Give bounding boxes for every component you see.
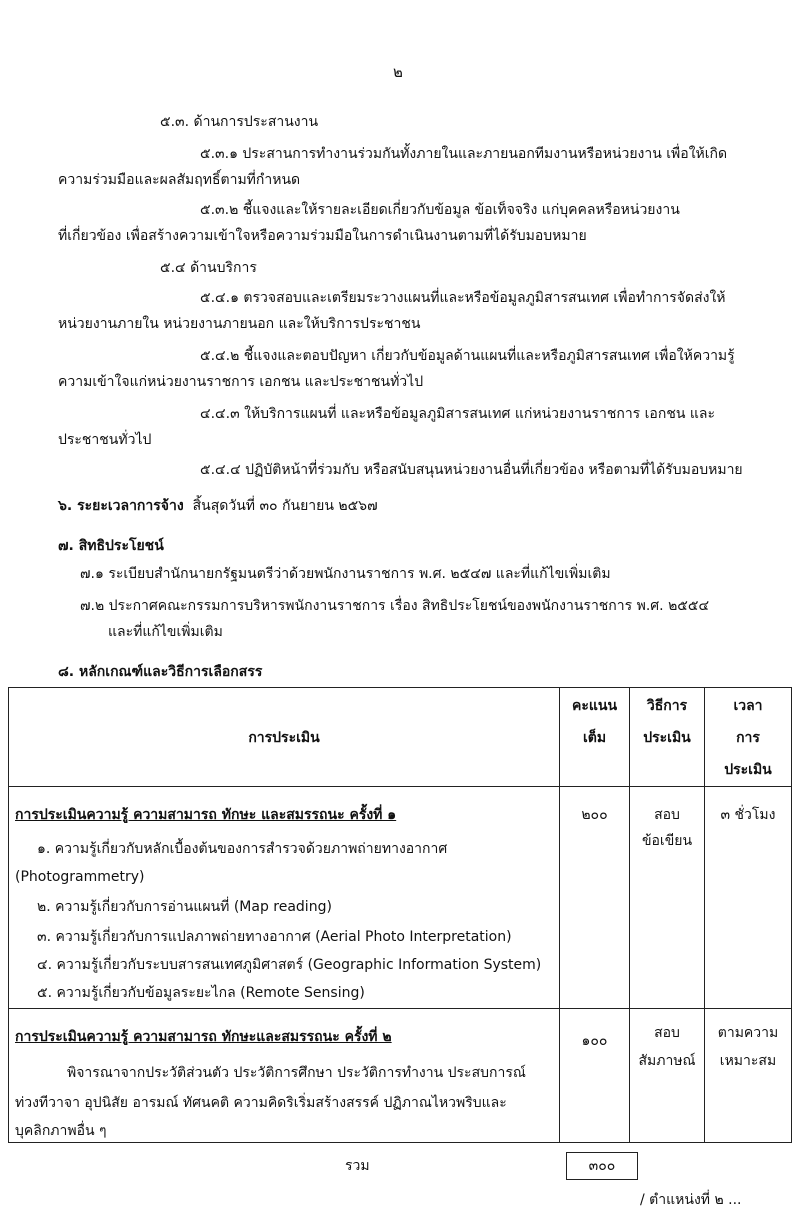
section-6-title: ๖. ระยะเวลาการจ้าง	[58, 498, 184, 514]
page-number: ๒	[393, 63, 403, 81]
header-time: เวลา การ ประเมิน	[705, 688, 792, 787]
row1-item-1-cont: (Photogrammetry)	[15, 869, 145, 885]
table-row	[9, 787, 792, 1009]
row2-title: การประเมินความรู้ ความสามารถ ทักษะและสมรรถนะ ครั้งที่ ๒	[15, 1029, 392, 1045]
row1-time: ๓ ชั่วโมง	[705, 787, 792, 1009]
section-5-4-3-line1: ๔.๔.๓ ให้บริการแผนที่ และหรือข้อมูลภูมิสารสนเทศ แก่หน่วยงานราชการ เอกชน และ	[200, 406, 715, 422]
row2-time: ตามความ เหมาะสม	[705, 1009, 792, 1143]
section-5-4-3-line2: ประชาชนทั่วไป	[58, 432, 152, 448]
row2-desc-1: พิจารณาจากประวัติส่วนตัว ประวัติการศึกษา ประวัติการทำงาน ประสบการณ์	[67, 1065, 526, 1081]
section-5-3-1-line1: ๕.๓.๑ ประสานการทำงานร่วมกันทั้งภายในและภายนอกทีมงานหรือหน่วยงาน เพื่อให้เกิด	[200, 146, 728, 162]
header-method: วิธีการ ประเมิน	[630, 688, 705, 787]
row2-assessment	[9, 1009, 560, 1143]
section-7-1: ๗.๑ ระเบียบสำนักนายกรัฐมนตรีว่าด้วยพนักงานราชการ พ.ศ. ๒๕๔๗ และที่แก้ไขเพิ่มเติม	[80, 566, 611, 582]
total-value: ๓๐๐	[566, 1152, 638, 1180]
section-7-2-line1: ๗.๒ ประกาศคณะกรรมการบริหารพนักงานราชการ เรื่อง สิทธิประโยชน์ของพนักงานราชการ พ.ศ. ๒๕๕๔	[80, 598, 710, 614]
section-5-3-heading: ๕.๓. ด้านการประสานงาน	[160, 114, 319, 130]
table-row	[9, 1009, 792, 1143]
section-8-title: ๘. หลักเกณฑ์และวิธีการเลือกสรร	[58, 664, 263, 680]
row1-score: ๒๐๐	[560, 787, 630, 1009]
section-5-4-2-line2: ความเข้าใจแก่หน่วยงานราชการ เอกชน และประชาชนทั่วไป	[58, 374, 424, 390]
row2-desc-3: บุคลิกภาพอื่น ๆ	[15, 1123, 107, 1139]
section-5-4-heading: ๕.๔ ด้านบริการ	[160, 260, 257, 276]
section-5-4-1-line1: ๕.๔.๑ ตรวจสอบและเตรียมระวางแผนที่และหรือข้อมูลภูมิสารสนเทศ เพื่อทำการจัดส่งให้	[200, 290, 726, 306]
section-5-4-1-line2: หน่วยงานภายใน หน่วยงานภายนอก และให้บริการประชาชน	[58, 316, 421, 332]
row2-desc-2: ท่วงทีวาจา อุปนิสัย อารมณ์ ทัศนคติ ความคิดริเริ่มสร้างสรรค์ ปฏิภาณไหวพริบและ	[15, 1095, 507, 1111]
row1-assessment	[9, 787, 560, 1009]
header-assessment: การประเมิน	[9, 688, 560, 787]
section-6	[58, 496, 378, 516]
section-5-3-2-line2: ที่เกี่ยวข้อง เพื่อสร้างความเข้าใจหรือความร่วมมือในการดำเนินงานตามที่ได้รับมอบหมาย	[58, 228, 587, 244]
section-7-title: ๗. สิทธิประโยชน์	[58, 538, 164, 554]
row1-item-5: ๕. ความรู้เกี่ยวกับข้อมูลระยะไกล (Remote Sensing)	[37, 985, 365, 1001]
row1-title: การประเมินความรู้ ความสามารถ ทักษะ และสมรรถนะ ครั้งที่ ๑	[15, 807, 397, 823]
section-5-3-2-line1: ๕.๓.๒ ชี้แจงและให้รายละเอียดเกี่ยวกับข้อมูล ข้อเท็จจริง แก่บุคคลหรือหน่วยงาน	[200, 202, 680, 218]
row1-method: สอบ ข้อเขียน	[630, 787, 705, 1009]
section-5-3-1-line2: ความร่วมมือและผลสัมฤทธิ์ตามที่กำหนด	[58, 172, 301, 188]
header-score: คะแนน เต็ม	[560, 688, 630, 787]
section-5-4-2-line1: ๕.๔.๒ ชี้แจงและตอบปัญหา เกี่ยวกับข้อมูลด้านแผนที่และหรือภูมิสารสนเทศ เพื่อให้ความรู้	[200, 348, 735, 364]
section-5-4-4: ๕.๔.๔ ปฏิบัติหน้าที่ร่วมกับ หรือสนับสนุนหน่วยงานอื่นที่เกี่ยวข้อง หรือตามที่ได้รับมอบหมาย	[200, 462, 743, 478]
row1-item-2: ๒. ความรู้เกี่ยวกับการอ่านแผนที่ (Map reading)	[37, 899, 332, 915]
section-6-text: สิ้นสุดวันที่ ๓๐ กันยายน ๒๕๖๗	[192, 498, 378, 514]
continuation-note: / ตำแหน่งที่ ๒ ...	[640, 1192, 742, 1208]
row1-item-3: ๓. ความรู้เกี่ยวกับการแปลภาพถ่ายทางอากาศ (Aerial Photo Interpretation)	[37, 929, 512, 945]
row2-method: สอบ สัมภาษณ์	[630, 1009, 705, 1143]
total-label: รวม	[345, 1158, 370, 1174]
row1-item-4: ๔. ความรู้เกี่ยวกับระบบสารสนเทศภูมิศาสตร์ (Geographic Information System)	[37, 957, 542, 973]
table-header-row	[9, 688, 792, 787]
section-7-2-line2: และที่แก้ไขเพิ่มเติม	[108, 624, 223, 640]
evaluation-table	[8, 687, 792, 1143]
row1-item-1: ๑. ความรู้เกี่ยวกับหลักเบื้องต้นของการสำรวจด้วยภาพถ่ายทางอากาศ	[37, 841, 448, 857]
row2-score: ๑๐๐	[560, 1009, 630, 1143]
